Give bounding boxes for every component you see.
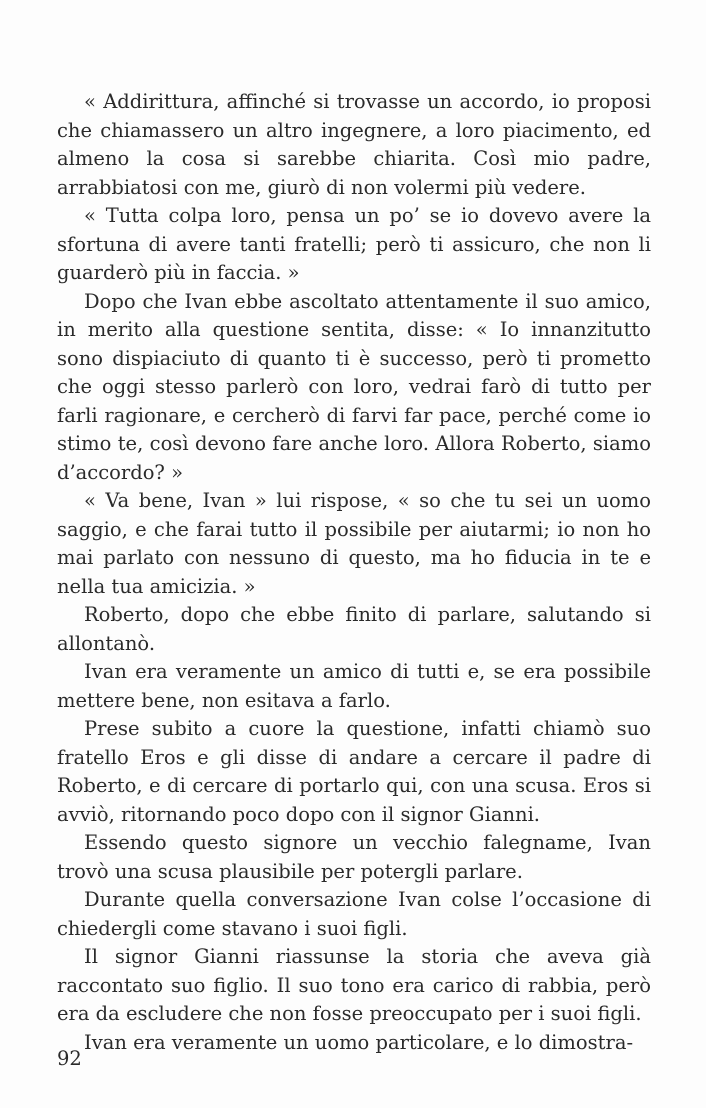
paragraph: Essendo questo signore un vecchio falegname, Ivan trovò una scusa plausibile per potergli parlare. [57,831,651,883]
page-number: 92 [57,1047,82,1070]
paragraph: Roberto, dopo che ebbe finito di parlare, salutando si allontanò. [57,603,651,655]
paragraph: « Addirittura, affinché si trovasse un accordo, io proposi che chiamassero un altro ingegnere, a loro piacimento, ed almeno la cosa si sarebbe chiarita. Così mio padre, arrabbiatosi con me, giurò di non volermi più vedere. [57,90,651,199]
paragraph: Ivan era veramente un amico di tutti e, se era possibile mettere bene, non esitava a farlo. [57,660,651,712]
body-text [57,88,651,1057]
paragraph: Prese subito a cuore la questione, infatti chiamò suo fratello Eros e gli disse di andare a cercare il padre di Roberto, e di cercare di portarlo qui, con una scusa. Eros si avviò, ritornando poco dopo con il signor Gianni. [57,717,651,826]
paragraph: Il signor Gianni riassunse la storia che aveva già raccontato suo figlio. Il suo tono era carico di rabbia, però era da escludere che non fosse preoccupato per i suoi figli. [57,945,651,1025]
paragraph: Ivan era veramente un uomo particolare, e lo dimostra- [84,1030,634,1054]
paragraph: Durante quella conversazione Ivan colse l’occasione di chiedergli come stavano i suoi figli. [57,888,651,940]
paragraph: « Va bene, Ivan » lui rispose, « so che tu sei un uomo saggio, e che farai tutto il possibile per aiutarmi; io non ho mai parlato con nessuno di questo, ma ho fiducia in te e nella tua amicizia. » [57,489,651,598]
paragraph: « Tutta colpa loro, pensa un po’ se io dovevo avere la sfortuna di avere tanti fratelli; però ti assicuro, che non li guarderò più in faccia. » [57,204,651,284]
paragraph: Dopo che Ivan ebbe ascoltato attentamente il suo amico, in merito alla questione sentita, disse: « Io innanzitutto sono dispiaciuto di quanto ti è successo, però ti prometto che oggi stesso parlerò con loro, vedrai farò di tutto per farli ragionare, e cercherò di farvi far pace, perché come io stimo te, così devono fare anche loro. Allora Roberto, siamo d’accordo? » [57,289,651,484]
